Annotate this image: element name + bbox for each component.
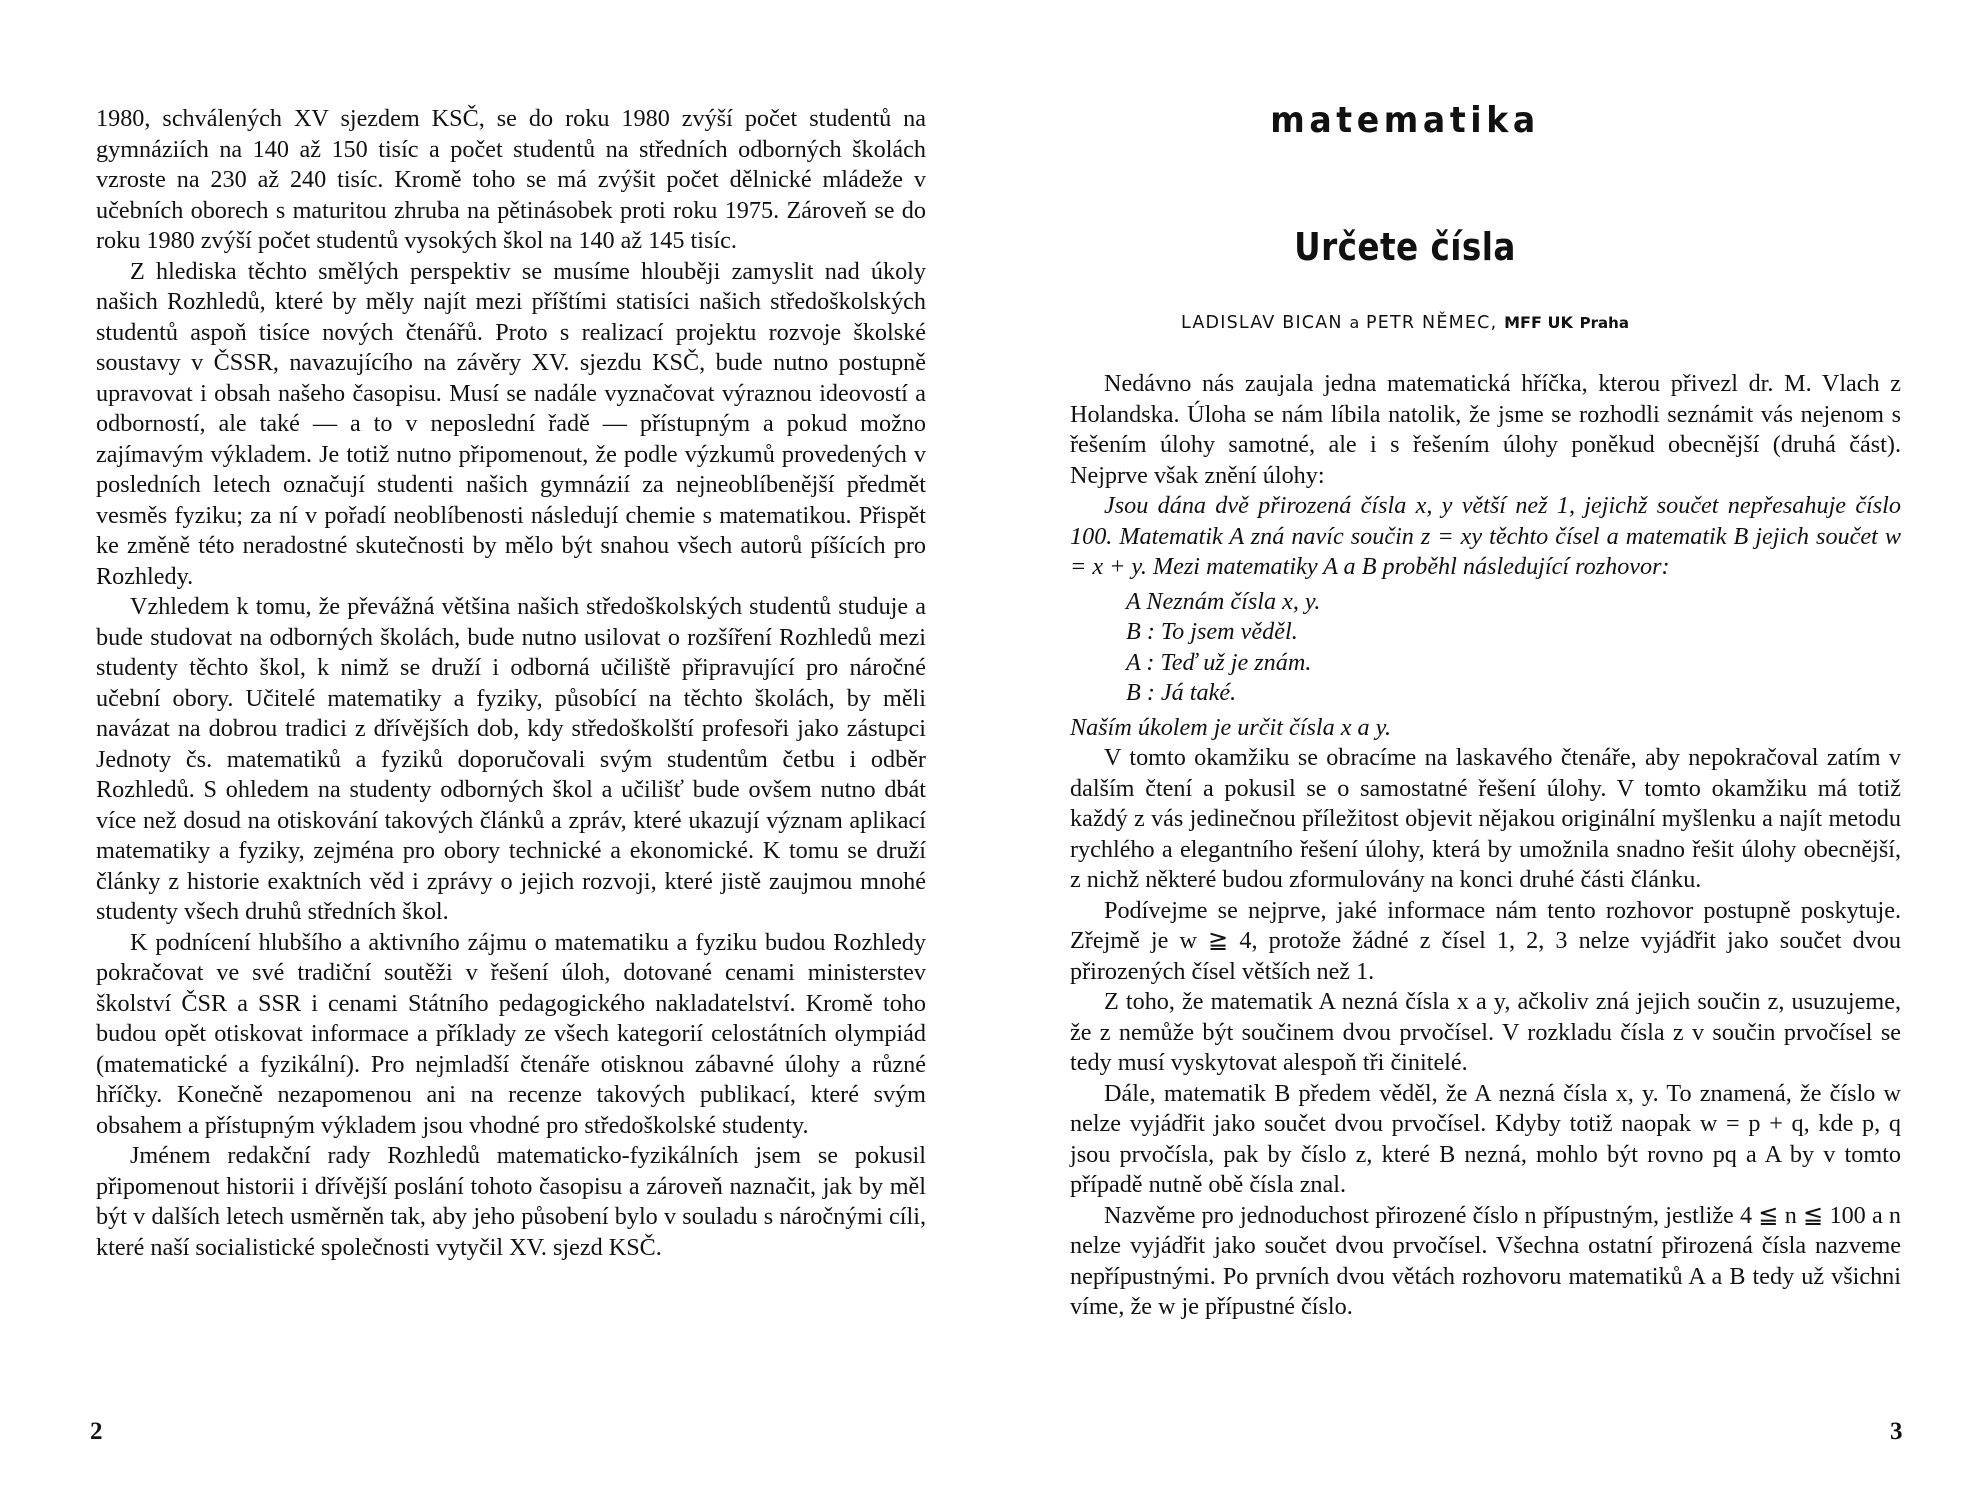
dialogue-line: A : Teď už je znám. <box>1126 648 1312 676</box>
author-affiliation: MFF UK <box>1504 313 1573 332</box>
task-statement: Naším úkolem je určit čísla x a y. <box>1070 713 1392 741</box>
section-heading: matematika <box>1270 100 1540 141</box>
author-byline <box>990 313 1820 333</box>
right-paragraph: V tomto okamžiku se obracíme na laskavého čtenáře, aby nepokračoval zatím v dalším čtení a pokusil se o samostatné řešení úlohy. V tomto okamžiku má totiž každý z vás jedinečnou příležitost objevit nějakou originální myšlenku a najít metodu rychlého a elegantního řešení úlohy, která by umožnila snadno řešit úlohy obecnější, z nichž některé budou zformulovány na konci druhé části článku. <box>1070 744 1901 893</box>
right-paragraph: Podívejme se nejprve, jaké informace nám tento rozhovor postupně poskytuje. Zřejmě je w ≧ 4, protože žádné z čísel 1, 2, 3 nelze vyjádřit jako součet dvou přirozených čísel větších než 1. <box>1070 896 1901 985</box>
dialogue <box>1126 587 1901 709</box>
right-paragraph: Z toho, že matematik A nezná čísla x a y, ačkoliv zná jejich součin z, usuzujeme, že z nemůže být součinem dvou prvočísel. V rozkladu čísla z v součin prvočísel se tedy musí vyskytovat alespoň tři činitelé. <box>1070 988 1901 1076</box>
left-paragraph: Jménem redakční rady Rozhledů matematicko-fyzikálních jsem se pokusil připomenout historii i dřívější poslání tohoto časopisu a zároveň naznačit, jak by měl být v dalších letech usměrněn tak, aby jeho působení bylo v souladu s náročnými cíli, které naší socialistické společnosti vytyčil XV. sjezd KSČ. <box>96 1142 926 1261</box>
author-name: LADISLAV BICAN <box>1181 313 1343 333</box>
right-paragraph: Dále, matematik B předem věděl, že A nezná čísla x, y. To znamená, že číslo w nelze vyjádřit jako součet dvou prvočísel. Kdyby totiž naopak w = p + q, kde p, q jsou prvočísla, pak by číslo z, které B nezná, mohlo být rovno pq a A by v tomto případě nutně obě čísla znal. <box>1070 1079 1901 1198</box>
right-page <box>990 0 1980 1500</box>
left-paragraph: Vzhledem k tomu, že převážná většina našich středoškolských studentů studuje a bude studovat na odborných školách, bude nutno usilovat o rozšíření Rozhledů mezi studenty těchto škol, k nimž se druží i odborná učiliště připravující pro náročné učební obory. Učitelé matematiky a fyziky, působící na těchto školách, by měli navázat na dobrou tradici z dřívějších dob, kdy středoškolští profesoři jako zástupci Jednoty čs. matematiků a fyziků doporučovali svým studentům četbu i odběr Rozhledů. S ohledem na studenty odborných škol a učilišť bude ovšem nutno dbát více než dosud na otiskování takových článků a zpráv, které ukazují význam aplikací matematiky a fyziky, zejména pro obory technické a ekonomické. K tomu se druží články z historie exaktních věd i zprávy o jejich rozvoji, které jistě zaujmou mnohé studenty všech druhů středních škol. <box>96 593 926 925</box>
author-city: Praha <box>1579 314 1629 332</box>
dialogue-line: B : To jsem věděl. <box>1126 618 1298 645</box>
dialogue-line: B : Já také. <box>1126 679 1237 706</box>
intro-paragraph: Nedávno nás zaujala jedna matematická hříčka, kterou přivezl dr. M. Vlach z Holandska. Úloha se nám líbila natolik, že jsme se rozhodli seznámit vás nejenom s řešením úlohy samotné, ale i s řešením úlohy poněkud obecnější (druhá část). Nejprve však znění úlohy: <box>1070 370 1901 489</box>
author-name: PETR NĚMEC, <box>1366 313 1498 333</box>
problem-statement: Jsou dána dvě přirozená čísla x, y větší než 1, jejichž součet nepřesahuje číslo 100. Matematik A zná navíc součin z = xy těchto čísel a matematik B jejich součet w = x + y. Mezi matematiky A a B proběhl následující rozhovor: <box>1070 492 1901 580</box>
dialogue-line: A Neznám čísla x, y. <box>1126 587 1321 615</box>
left-paragraph: K podnícení hlubšího a aktivního zájmu o matematiku a fyziku budou Rozhledy pokračovat ve své tradiční soutěži v řešení úloh, dotované cenami ministerstev školství ČSR a SSR i cenami Státního pedagogického nakladatelství. Kromě toho budou opět otiskovat informace a příklady ze všech kategorií celostátních olympiád (matematické a fyzikální). Pro nejmladší čtenáře otisknou zábavné úlohy a různé hříčky. Konečně nezapomenou ani na recenze takových publikací, které svým obsahem a přístupným výkladem jsou vhodné pro středoškolské studenty. <box>96 928 926 1139</box>
left-paragraph: Z hlediska těchto smělých perspektiv se musíme hlouběji zamyslit nad úkoly našich Rozhledů, které by měly najít mezi příštími statisíci našich středoškolských studentů aspoň tisíce nových čtenářů. Proto s realizací projektu rozvoje školské soustavy v ČSSR, navazujícího na závěry XV. sjezdu KSČ, bude nutno postupně upravovat i obsah našeho časopisu. Musí se nadále vyznačovat výraznou ideovostí a odborností, ale také — a to v neposlední řadě — přístupným a pokud možno zajímavým výkladem. Je totiž nutno připomenout, že podle výzkumů provedených v posledních letech označují studenti našich gymnázií za nejneoblíbenější předmět vesměs fyziku; za ní v pořadí neoblíbenosti následují chemie s matematikou. Přispět ke změně této neradostné skutečnosti by mělo být snahou všech autorů píšících pro Rozhledy. <box>96 257 926 590</box>
right-body-text <box>1070 369 1901 1323</box>
author-connector: a <box>1349 313 1360 332</box>
page-number: 3 <box>1890 1418 1903 1445</box>
right-paragraph: Nazvěme pro jednoduchost přirozené číslo n přípustným, jestliže 4 ≦ n ≦ 100 a n nelze vyjádřit jako součet dvou prvočísel. Všechna ostatní přirozená čísla nazveme nepřípustnými. Po prvních dvou větách rozhovoru matematiků A a B tedy už všichni víme, že w je přípustné číslo. <box>1070 1201 1901 1320</box>
left-body-text <box>96 104 926 1263</box>
article-title: Určete čísla <box>1294 225 1516 269</box>
left-paragraph: 1980, schválených XV sjezdem KSČ, se do roku 1980 zvýší počet studentů na gymnáziích na 140 až 150 tisíc a počet studentů na středních odborných školách vzroste na 230 až 240 tisíc. Kromě toho se má zvýšit počet dělnické mládeže v učebních oborech s maturitou zhruba na pětinásobek proti roku 1975. Zároveň se do roku 1980 zvýší počet studentů vysokých škol na 140 až 145 tisíc. <box>96 105 926 254</box>
page-number: 2 <box>90 1418 103 1445</box>
